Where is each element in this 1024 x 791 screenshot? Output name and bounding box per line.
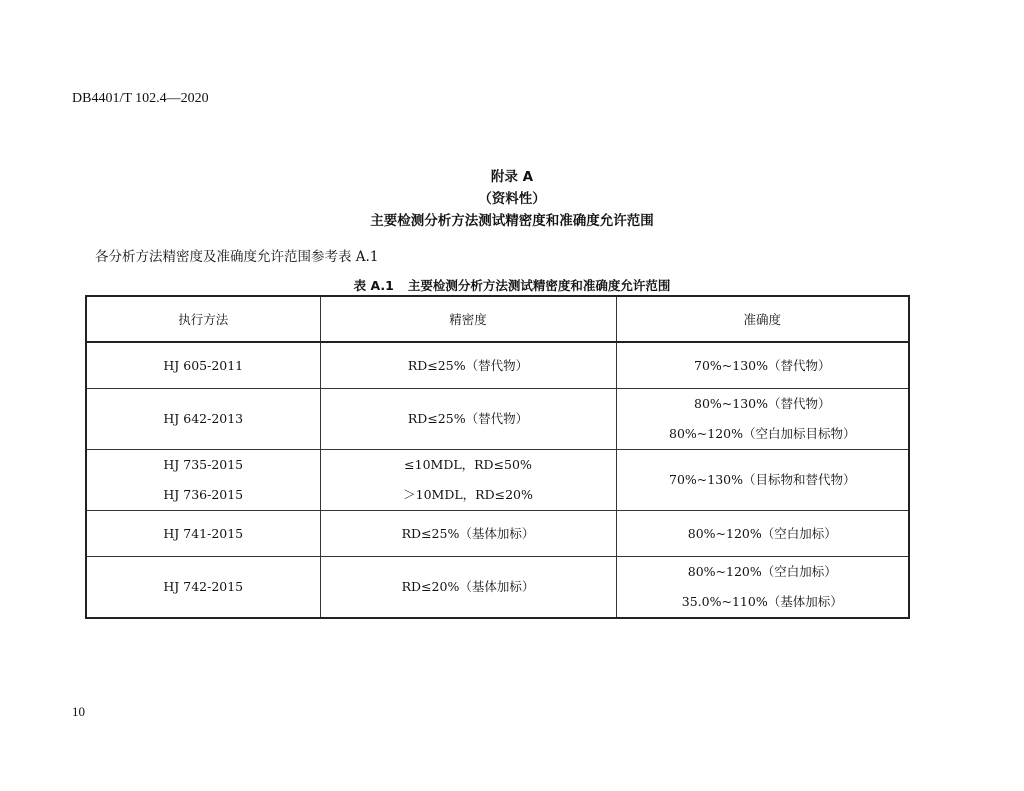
cell-text: RD≤25%（替代物）	[407, 357, 529, 373]
cell-text: ≤10MDL，RD≤50%	[404, 457, 532, 472]
standard-code: DB4401/T 102.4—2020	[72, 91, 209, 106]
table-row	[86, 389, 909, 450]
cell-text: HJ 741-2015	[163, 525, 244, 541]
appendix-title: 主要检测分析方法测试精密度和准确度允许范围	[370, 213, 654, 229]
cell-method	[86, 342, 320, 389]
cell-text: RD≤25%（基体加标）	[401, 525, 535, 541]
cell-text: HJ 605-2011	[163, 357, 244, 373]
cell-text: HJ 642-2013	[163, 411, 244, 426]
cell-text: RD≤20%（基体加标）	[401, 579, 535, 594]
cell-method	[86, 557, 320, 619]
cell-precision	[320, 342, 616, 389]
cell-text: 70%~130%（替代物）	[694, 357, 831, 373]
appendix-label: 附录 A	[490, 169, 534, 185]
cell-accuracy	[616, 342, 909, 389]
cell-precision	[320, 389, 616, 450]
cell-text: RD≤25%（替代物）	[407, 411, 529, 426]
table-caption	[0, 276, 1024, 294]
table-caption-title: 主要检测分析方法测试精密度和准确度允许范围	[407, 278, 671, 293]
cell-text: HJ 735-2015	[163, 457, 244, 472]
header-precision: 精密度	[320, 296, 616, 342]
cell-accuracy	[616, 389, 909, 450]
cell-accuracy	[616, 450, 909, 511]
cell-text: 80%~120%（空白加标）	[687, 564, 837, 579]
cell-text: 80%~130%（替代物）	[694, 396, 831, 411]
cell-text: 35.0%~110%（基体加标）	[681, 594, 843, 609]
appendix-type: （资料性）	[478, 191, 546, 207]
intro-text: 各分析方法精密度及准确度允许范围参考表 A.1	[95, 249, 379, 265]
cell-precision	[320, 557, 616, 619]
table-row	[86, 342, 909, 389]
cell-text: ＞10MDL，RD≤20%	[403, 487, 533, 502]
cell-text: 80%~120%（空白加标目标物）	[669, 426, 856, 441]
cell-accuracy	[616, 557, 909, 619]
precision-accuracy-table	[85, 295, 910, 619]
table-header-row	[86, 296, 909, 342]
header-method: 执行方法	[86, 296, 320, 342]
header-accuracy: 准确度	[616, 296, 909, 342]
page-number: 10	[72, 704, 85, 719]
cell-text: HJ 736-2015	[163, 487, 244, 502]
table-caption-number: 表 A.1	[353, 278, 394, 293]
table-row	[86, 511, 909, 557]
cell-method	[86, 511, 320, 557]
cell-accuracy	[616, 511, 909, 557]
table-row	[86, 557, 909, 619]
cell-precision	[320, 450, 616, 511]
cell-text: 70%~130%（目标物和替代物）	[669, 472, 856, 487]
cell-method	[86, 389, 320, 450]
cell-text: HJ 742-2015	[163, 579, 244, 594]
cell-method	[86, 450, 320, 511]
cell-precision	[320, 511, 616, 557]
table-row	[86, 450, 909, 511]
cell-text: 80%~120%（空白加标）	[687, 525, 837, 541]
